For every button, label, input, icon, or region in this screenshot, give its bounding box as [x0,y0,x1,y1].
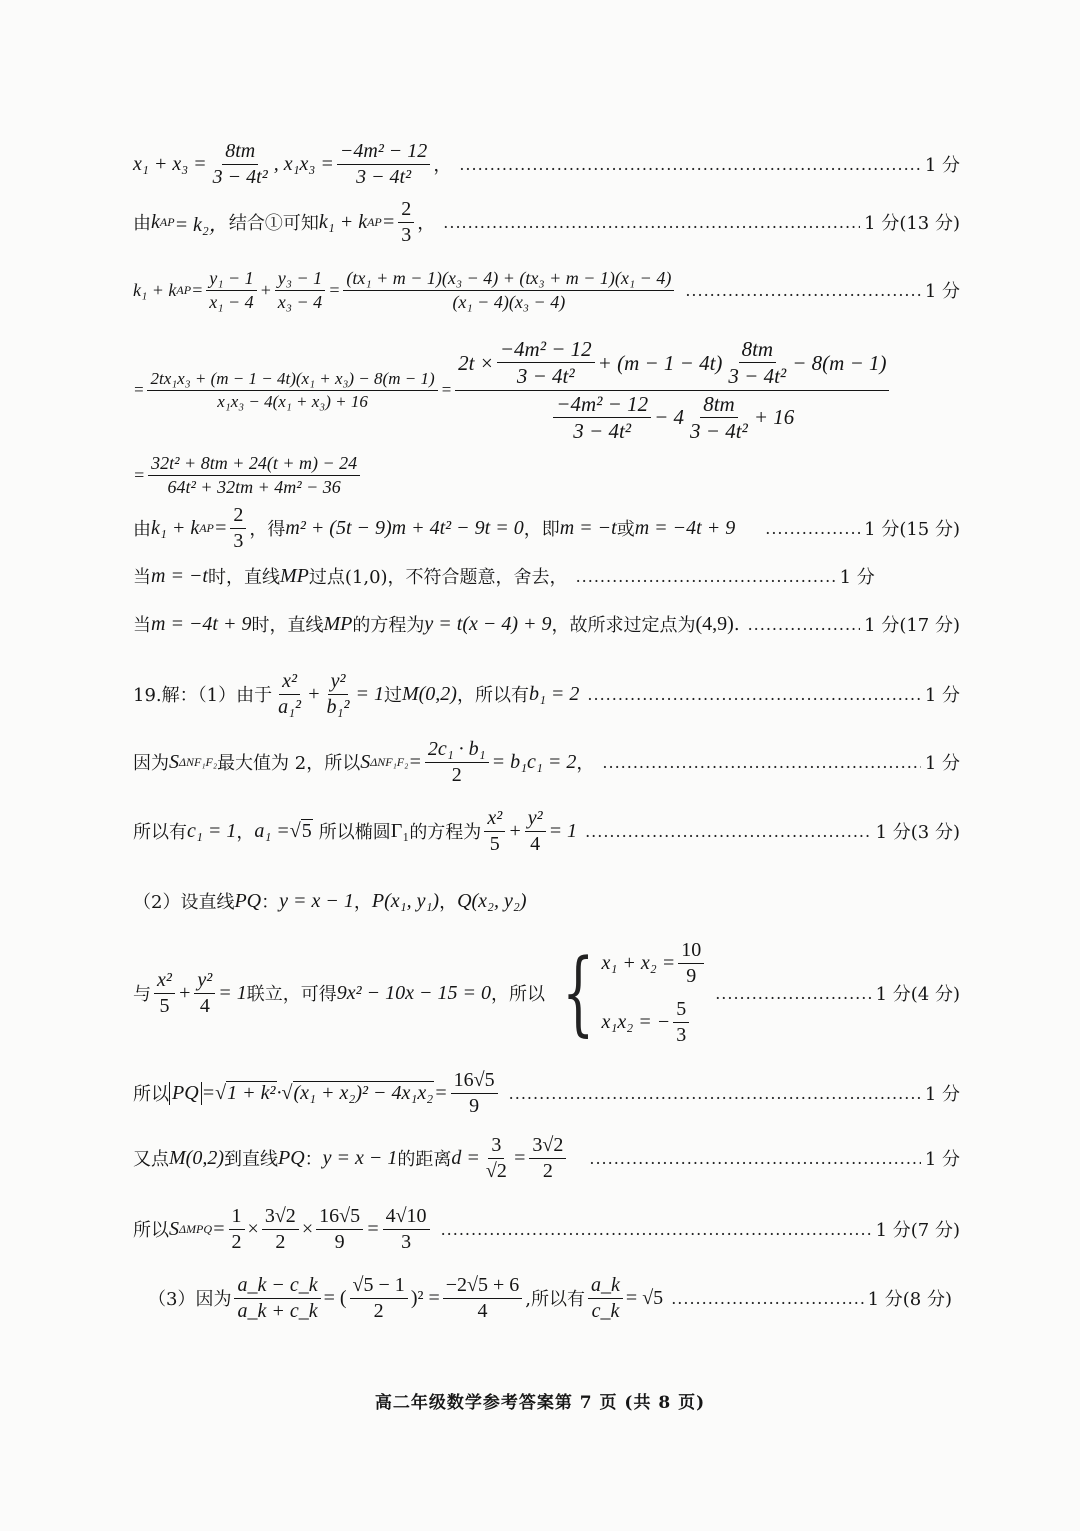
fraction: $\frac{16√5}{9}$ [451,1069,498,1118]
fraction: $\frac{a\_k}{c\_k}$ [588,1274,623,1323]
leader-dots [443,213,860,232]
score: 1 分 [839,567,875,588]
fraction: $\frac{\text{2c₁ · b₁}}{2}$ [425,738,489,787]
score: 1 分(15 分) [864,519,960,540]
leader-dots [671,1289,863,1308]
score: 1 分(17 分) [864,615,960,636]
fraction: $\frac{3√2}{2}$ [529,1134,566,1183]
score: 1 分 [924,753,960,774]
leader-dots [509,1084,921,1103]
fraction: $\frac{\text{−4m² − 12}}{\text{3 − 4t²}}$ [337,140,430,189]
expr: x₁ + x₃ = [133,152,207,175]
leader-dots [715,984,871,1003]
page-footer: 高二年级数学参考答案第 7 页 (共 8 页) [374,1393,706,1413]
fraction: $\frac{2}{3}$ [230,504,246,553]
line-kap-equals-k2: 由 k AP = k₂， 结合①可知 k₁ + k AP = $\frac{2}{3}$ ， ..... 1 分(13 分) [133,200,960,244]
line-k-sum: k₁ + k AP = $\frac{\text{y₁ − 1}}{\text{x₁ − 4}}$ + $\frac{\text{y₃ − 1}}{\text{x₃ − 4}}$ = $\frac{\text{(tx₁ + m − 1)(x₃ − 4) + (tx₃ + m − 1)(x₁ − 4)}}{\text{(x₁ − 4)(x₃ − 4)}}$ ..... 1 分 [133,265,960,315]
expr: , x₁x₃ = [273,152,334,175]
score: 1 分 [924,1149,960,1170]
compound-fraction: 2t × $\frac{\text{−4m² − 12}}{\text{3 − 4t²}}$ + (m − 1 − 4t) $\frac{8tm}{\text{3 − 4t²}}$ − 8(m − 1) $\frac{\text{−4m² − 12}}{\text{3 − 4t²}}$ − 4 $\frac{8tm}{\text{3 − 4t²}}$ + 16 [455,337,889,443]
score: 1 分 [924,1084,960,1105]
score: 1 分(4 分) [875,984,960,1005]
fraction: $\frac{16√5}{9}$ [316,1205,363,1254]
fraction: $\frac{\text{y₁ − 1}}{\text{x₁ − 4}}$ [206,268,256,312]
fraction: $\frac{8tm}{\text{3 − 4t²}}$ [212,139,268,188]
fraction: $\frac{\text{(tx₁ + m − 1)(x₃ − 4) + (tx₃ + m − 1)(x₁ − 4)}}{\text{(x₁ − 4)(x₃ − 4)}}$ [343,268,674,312]
line-chord-length: 所以 PQ = √ 1 + k² · √ (x₁ + x₂)² − 4x₁x₂ = $\frac{16√5}{9}$ ..... 1 分 [133,1068,960,1118]
leader-dots [748,615,861,634]
line-area-max: 因为 S ΔNF₁F₂ 最大值为 2，所以 S ΔNF₁F₂ = $\frac{\text{2c₁ · b₁}}{2}$ = b₁c₁ = 2 ， ..... 1 分 [133,738,960,786]
fraction: $\frac{a\_k - c\_k}{a\_k + c\_k}$ [234,1274,320,1323]
leader-dots [765,519,860,538]
line-expansion: = $\frac{\text{2tx₁x₃ + (m − 1 − 4t)(x₁ + x₃) − 8(m − 1)}}{\text{x₁x₃ − 4(x₁ + x₃) + 16}}$ = 2t × $\frac{\text{−4m² − 12}}{\text{3 − 4t²}}$ + (m − 1 − 4t) $\frac{8tm}{\text{3 − 4t²}}$ − 8(m − 1) $\frac{\text{−4m² − 12}}{\text{3 − 4t²}}$ − 4 $\frac{8tm}{\text{3 − 4t²}}$ + 16 [133,338,960,442]
fraction: $\frac{\text{2tx₁x₃ + (m − 1 − 4t)(x₁ + x₃) − 8(m − 1)}}{\text{x₁x₃ − 4(x₁ + x₃) + 16}}$ [147,369,437,411]
line-ellipse-equation: 所以有 c₁ = 1 ， a₁ = √ 5 所以椭圆 Γ₁ 的方程为 $\frac{\text{x²}}{5}$ + $\frac{\text{y²}}{4}$ = 1 ..... 1 分(3 分) [133,806,960,856]
line-sum-product: x₁ + x₃ = $\frac{8tm}{\text{3 − 4t²}}$ , x₁x₃ = $\frac{\text{−4m² − 12}}{\text{3 − 4t²}}$ ， ..... 1 分 [133,142,960,186]
fraction: $\frac{\text{x²}}{5}$ [154,969,175,1018]
line-solve-m: 由 k₁ + k AP = $\frac{2}{3}$ ，得 m² + (5t − 9)m + 4t² − 9t = 0 ，即 m = −t 或 m = −4t + 9 ..... 1 分(15 分) [133,505,960,551]
score: 1 分(13 分) [864,213,960,234]
fraction: $\frac{\text{32t² + 8tm + 24(t + m) − 24}}{\text{64t² + 32tm + 4m² − 36}}$ [148,453,360,497]
line-q19-part2-setup: （2）设直线 PQ ： y = x − 1 ， P(x₁, y₁) ， Q(x₂, y₂) [133,889,527,913]
fraction: $\frac{\text{y²}}{4}$ [194,969,215,1018]
line-case-2: 当 m = −4t + 9 时，直线 MP 的方程为 y = t(x − 4) + 9 ，故所求过定点为 (4,9) . ..... 1 分(17 分) [133,608,960,640]
line-simultaneous: 与 $\frac{\text{x²}}{5}$ + $\frac{\text{y²}}{4}$ = 1 联立，可得 9x² − 10x − 15 = 0 ，所以 { x₁ + x₂ = $\frac{10}{9}$ x₁x₂ = − $\frac{5}{3}$ ..... 1 分(4 分) [133,938,960,1048]
score: 1 分(7 分) [875,1220,960,1241]
leader-dots [459,155,921,174]
fraction: $\frac{3√2}{2}$ [262,1205,299,1254]
line-q19-part1: 19.解：（1）由于 $\frac{\text{x²}}{\text{a₁²}}$ + $\frac{\text{y²}}{\text{b₁²}}$ = 1 过 M(0,2) ，所以有 b₁ = 2 ..... 1 分 [133,668,960,720]
fraction: $\frac{3}{√2}$ [485,1133,507,1182]
line-case-1: 当 m = −t 时，直线 MP 过点(1,0)，不符合题意，舍去， ..... 1 分 [133,562,960,590]
score: 1 分 [924,281,960,302]
fraction: $\frac{2}{3}$ [398,198,414,247]
fraction: $\frac{\text{x²}}{5}$ [484,807,505,856]
line-simplified: = $\frac{\text{32t² + 8tm + 24(t + m) − 24}}{\text{64t² + 32tm + 4m² − 36}}$ [133,450,960,500]
fraction: $\frac{√5 - 1}{2}$ [350,1274,408,1323]
score: 1 分 [924,685,960,706]
leader-dots [441,1220,872,1239]
score: 1 分(3 分) [875,822,960,843]
fraction: $\frac{\text{y²}}{4}$ [525,807,546,856]
fraction: $\frac{4√10}{3}$ [383,1205,430,1254]
leader-dots [585,822,872,841]
leader-dots [587,685,920,704]
leader-dots [602,753,920,772]
fraction: $\frac{1}{2}$ [229,1205,245,1254]
leader-dots [576,567,836,586]
brace-icon: { [562,939,595,1046]
leader-dots [685,281,921,300]
fraction: $\frac{-2√5 + 6}{4}$ [443,1274,523,1323]
line-triangle-area: 所以 S ΔMPQ = $\frac{1}{2}$ × $\frac{3√2}{2}$ × $\frac{16√5}{9}$ = $\frac{4√10}{3}$ ..... 1 分(7 分) [133,1202,960,1256]
leader-dots [589,1149,920,1168]
fraction: $\frac{\text{y²}}{\text{b₁²}}$ [326,669,350,718]
score: 1 分 [924,155,960,176]
score: 1 分(8 分) [867,1289,952,1310]
fraction: $\frac{\text{x²}}{\text{a₁²}}$ [278,669,302,718]
line-q19-part3: （3）因为 $\frac{a\_k - c\_k}{a\_k + c\_k}$ = ( $\frac{√5 - 1}{2}$ )² = $\frac{-2√5 + 6}{4}$ ,所以有 $\frac{a\_k}{c\_k}$ = √5 ..... 1 分(8 分) [148,1270,952,1326]
equation-system: { x₁ + x₂ = $\frac{10}{9}$ x₁x₂ = − $\frac{5}{3}$ [549,939,707,1047]
fraction: $\frac{\text{y₃ − 1}}{\text{x₃ − 4}}$ [275,268,325,312]
line-distance: 又点 M(0,2) 到直线 PQ ： y = x − 1 的距离 d = $\frac{3}{√2}$ = $\frac{3√2}{2}$ ..... 1 分 [133,1132,960,1184]
